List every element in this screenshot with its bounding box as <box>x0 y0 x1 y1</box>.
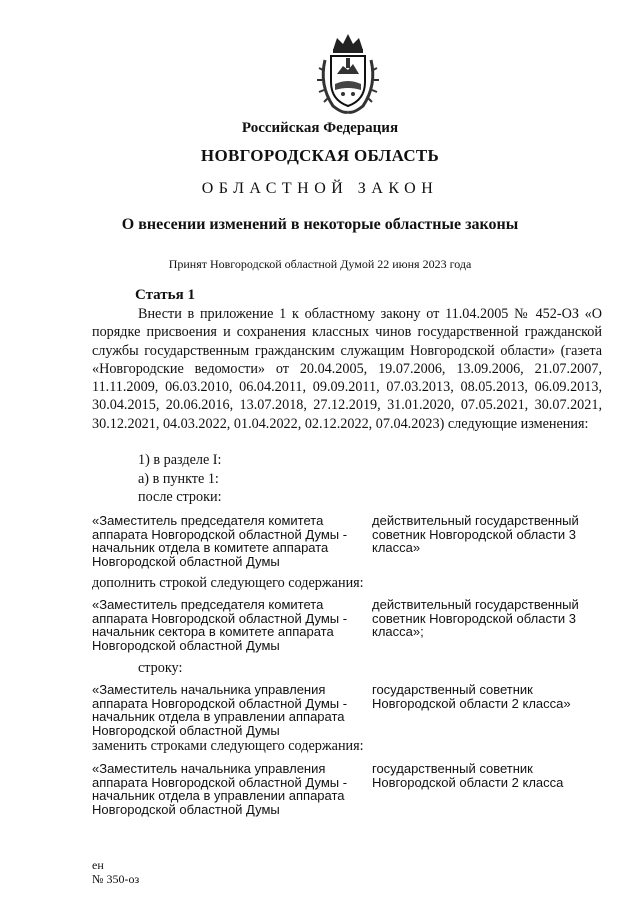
article-heading: Статья 1 <box>135 287 195 303</box>
replace-line-label: заменить строками следующего содержания: <box>92 738 364 754</box>
after-line-label: после строки: <box>138 489 222 505</box>
table-row-4-position: «Заместитель начальника управления аппарата Новгородской областной Думы - начальник отдела в управлении аппарата Новгородской областной Думы <box>92 761 348 817</box>
article-body <box>92 305 602 433</box>
item-1a: а) в пункте 1: <box>138 471 219 487</box>
table-row-1-rank: действительный государственный советник Новгородской области 3 класса» <box>372 513 579 555</box>
add-line-label: дополнить строкой следующего содержания: <box>92 575 364 591</box>
table-row-2-position: «Заместитель председателя комитета аппарата Новгородской областной Думы - начальник сектора в комитете аппарата Новгородской областной Думы <box>92 597 348 653</box>
footer-number: № 350-оз <box>92 872 140 886</box>
item-1: 1) в разделе I: <box>138 452 222 468</box>
table-row-3-rank: государственный советник Новгородской области 2 класса» <box>372 682 571 711</box>
table-row-4-rank: государственный советник Новгородской области 2 класса <box>372 761 564 790</box>
article-intro: Внести в приложение 1 к областному закону от 11.04.2005 № 452-ОЗ «О порядке присвоения и сохранения классных чинов государственной гражданской службы государственным гражданским служащим Новгородской области» (газета «Новгородские ведомости» от 20.04.2005, 19.07.2006, 13.09.2006, 21.07.2007, 11.11.2009, 06.03.2010, 06.04.2011, 09.09.2011, 07.03.2013, 08.05.2013, 06.09.2013, 30.04.2015, 20.06.2016, 13.07.2018, 27.12.2019, 31.01.2020, 07.05.2021, 30.07.2021, 30.12.2021, 04.03.2022, 01.04.2022, 02.12.2022, 07.04.2023) следующие изменения: <box>92 306 602 432</box>
table-row-2-rank: действительный государственный советник Новгородской области 3 класса»; <box>372 597 579 639</box>
table-row-3-position: «Заместитель начальника управления аппарата Новгородской областной Думы - начальник отдела в управлении аппарата Новгородской областной Думы <box>92 682 348 738</box>
line-label: строку: <box>138 660 183 676</box>
footer-initials: ен <box>92 858 104 872</box>
law-title: О внесении изменений в некоторые областные законы <box>121 216 519 233</box>
coat-of-arms-icon <box>313 30 383 116</box>
footer-reference <box>92 858 139 886</box>
table-row-1-position: «Заместитель председателя комитета аппарата Новгородской областной Думы - начальник отдела в комитете аппарата Новгородской областной Думы <box>92 513 348 569</box>
federation-name: Российская Федерация <box>241 120 399 136</box>
law-type: ОБЛАСТНОЙ ЗАКОН <box>201 180 439 197</box>
region-name: НОВГОРОДСКАЯ ОБЛАСТЬ <box>200 146 440 165</box>
adoption-note: Принят Новгородской областной Думой 22 июня 2023 года <box>168 257 472 271</box>
